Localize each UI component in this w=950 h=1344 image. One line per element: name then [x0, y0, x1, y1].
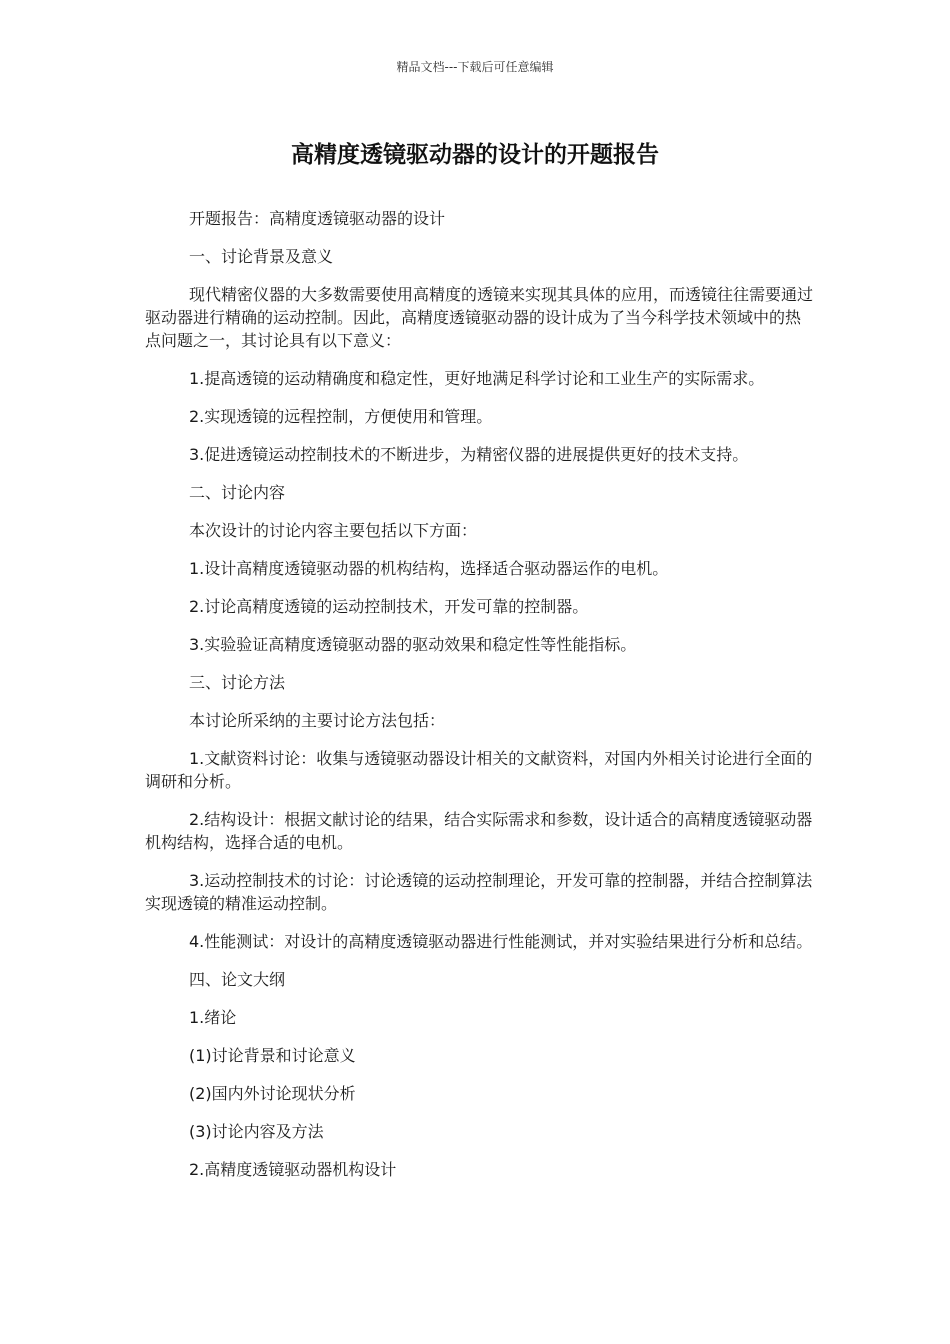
outline-item: (1)讨论背景和讨论意义	[189, 1046, 356, 1065]
list-item: 2.讨论高精度透镜的运动控制技术，开发可靠的控制器。	[189, 597, 589, 616]
document-body	[145, 207, 813, 1196]
outline-item: (2)国内外讨论现状分析	[189, 1084, 356, 1103]
outline-item: 1.绪论	[189, 1008, 237, 1027]
list-item: 1.文献资料讨论：收集与透镜驱动器设计相关的文献资料，对国内外相关讨论进行全面的调研和分析。	[145, 749, 813, 791]
header-note: 精品文档---下载后可任意编辑	[396, 60, 554, 74]
list-item: 1.设计高精度透镜驱动器的机构结构，选择适合驱动器运作的电机。	[189, 559, 669, 578]
paragraph: 本次设计的讨论内容主要包括以下方面：	[189, 521, 478, 540]
list-item: 2.结构设计：根据文献讨论的结果，结合实际需求和参数，设计适合的高精度透镜驱动器机构结构，选择合适的电机。	[145, 810, 813, 852]
list-item: 1.提高透镜的运动精确度和稳定性，更好地满足科学讨论和工业生产的实际需求。	[189, 369, 765, 388]
section-heading: 二、讨论内容	[189, 483, 286, 502]
outline-item: (3)讨论内容及方法	[189, 1122, 324, 1141]
outline-item: 2.高精度透镜驱动器机构设计	[189, 1160, 397, 1179]
list-item: 4.性能测试：对设计的高精度透镜驱动器进行性能测试，并对实验结果进行分析和总结。	[189, 932, 813, 951]
paragraph: 本讨论所采纳的主要讨论方法包括：	[189, 711, 446, 730]
section-heading: 四、论文大纲	[189, 970, 286, 989]
list-item: 2.实现透镜的远程控制，方便使用和管理。	[189, 407, 493, 426]
paragraph: 现代精密仪器的大多数需要使用高精度的透镜来实现其具体的应用，而透镜往往需要通过驱动器进行精确的运动控制。因此，高精度透镜驱动器的设计成为了当今科学技术领域中的热点问题之一，其讨论具有以下意义：	[145, 285, 814, 350]
document-title: 高精度透镜驱动器的设计的开题报告	[291, 142, 659, 168]
section-heading: 一、讨论背景及意义	[189, 247, 334, 266]
section-heading: 三、讨论方法	[189, 673, 286, 692]
list-item: 3.运动控制技术的讨论：讨论透镜的运动控制理论，开发可靠的控制器，并结合控制算法实现透镜的精准运动控制。	[145, 871, 813, 913]
list-item: 3.实验验证高精度透镜驱动器的驱动效果和稳定性等性能指标。	[189, 635, 637, 654]
paragraph: 开题报告：高精度透镜驱动器的设计	[189, 209, 446, 228]
list-item: 3.促进透镜运动控制技术的不断进步，为精密仪器的进展提供更好的技术支持。	[189, 445, 749, 464]
